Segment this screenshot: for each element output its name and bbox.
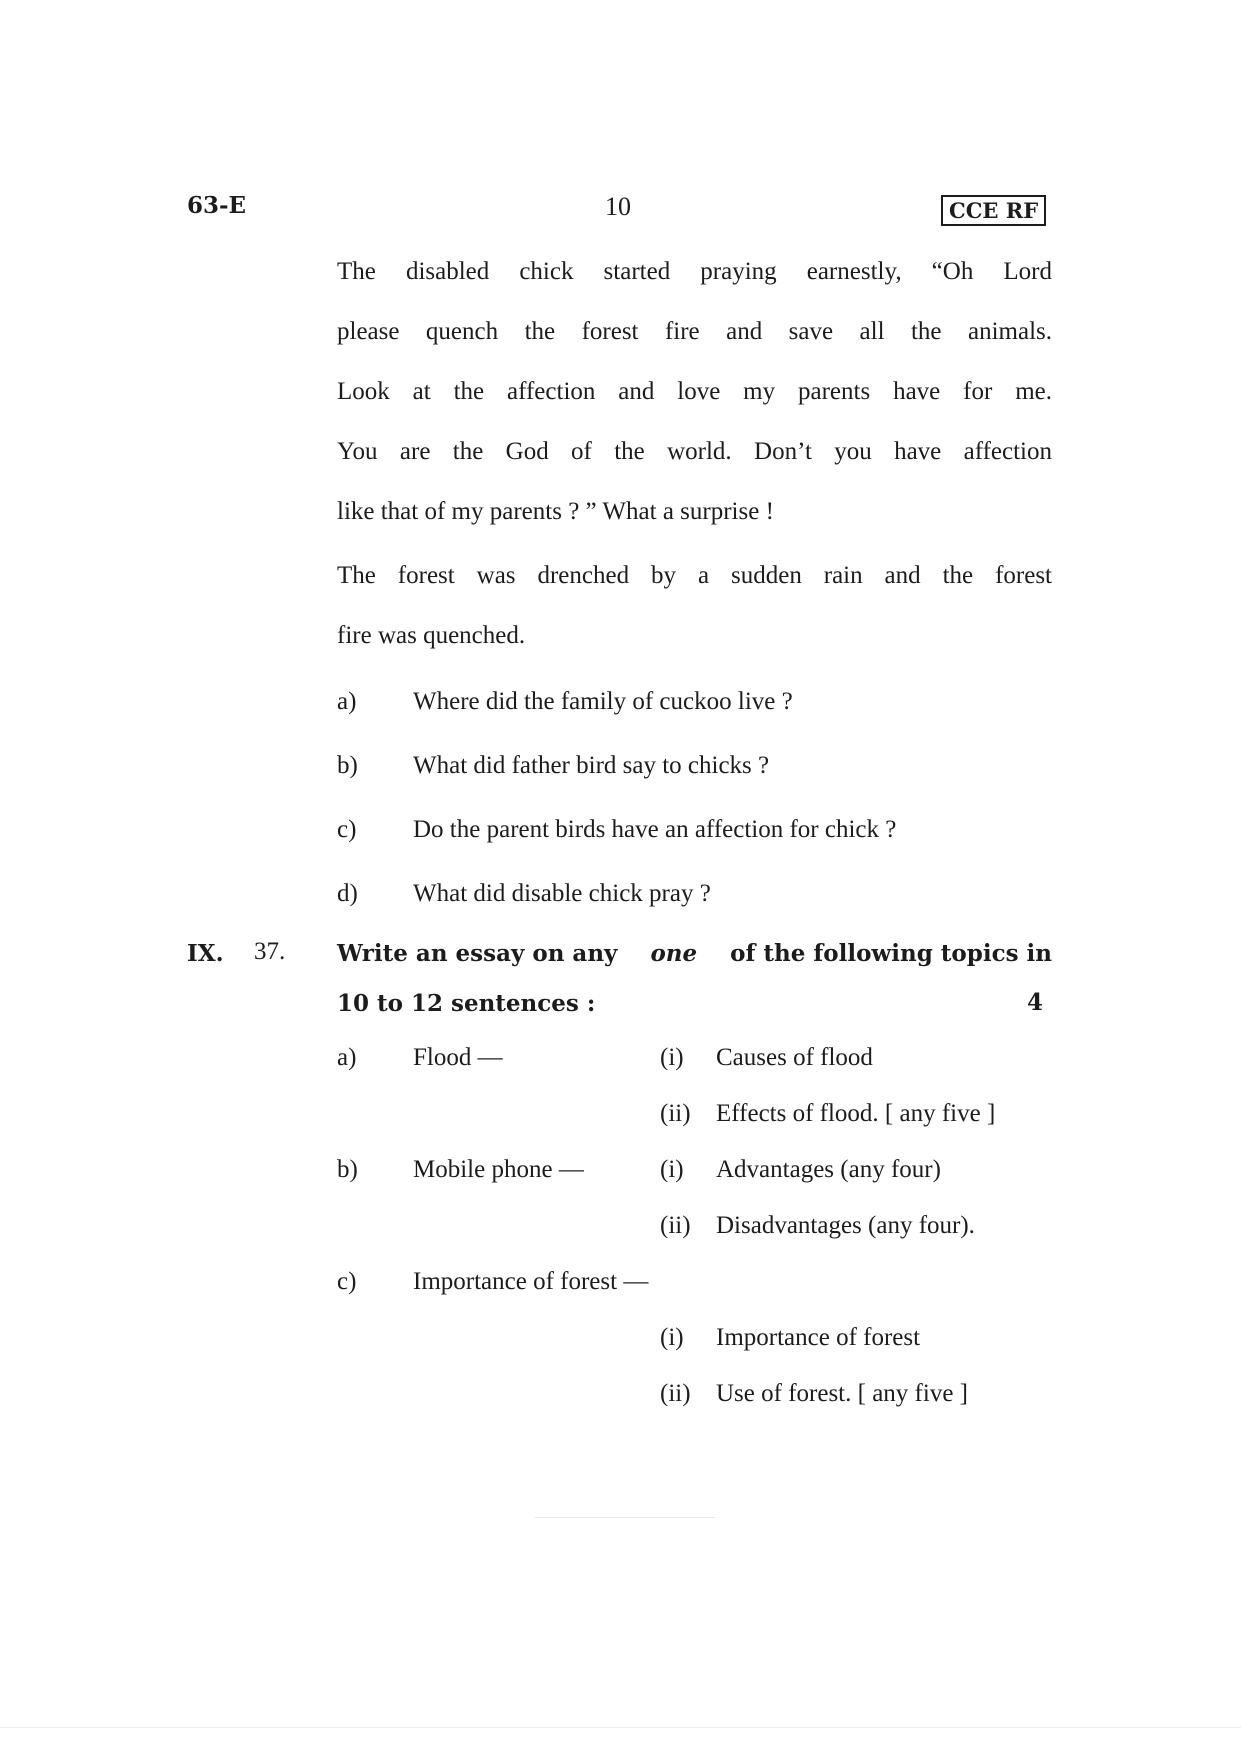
question-number: 37.	[254, 938, 286, 965]
point-number: (i)	[660, 1044, 684, 1071]
question-text: Where did the family of cuckoo live ?	[413, 688, 793, 715]
point-text: Advantages (any four)	[716, 1156, 941, 1183]
passage-line: please quench the forest fire and save all the animals.	[337, 318, 1052, 345]
point-text: Importance of forest	[716, 1324, 921, 1351]
instruction-part-1: Write an essay on any	[337, 940, 618, 967]
point-number: (ii)	[660, 1380, 691, 1407]
question-label: b)	[337, 752, 358, 779]
scan-artifact-line	[535, 1517, 715, 1518]
essay-instruction	[337, 940, 1052, 967]
question-label: d)	[337, 880, 358, 907]
instruction-line-2: 10 to 12 sentences :	[337, 990, 596, 1017]
passage-paragraph-1	[337, 258, 1052, 558]
point-number: (i)	[660, 1156, 684, 1183]
section-roman-numeral: IX.	[187, 940, 224, 967]
topic-title: Flood —	[413, 1044, 503, 1071]
topic-title: Importance of forest —	[413, 1268, 649, 1295]
point-number: (i)	[660, 1324, 684, 1351]
topic-label: b)	[337, 1156, 358, 1183]
point-text: Effects of flood. [ any five ]	[716, 1100, 996, 1127]
point-number: (ii)	[660, 1100, 691, 1127]
marks: 4	[1027, 989, 1044, 1016]
passage-line: The disabled chick started praying earnestly, “Oh Lord	[337, 258, 1052, 285]
instruction-part-2: of the following topics in	[730, 940, 1052, 967]
point-text: Use of forest. [ any five ]	[716, 1380, 968, 1407]
passage-line: fire was quenched.	[337, 622, 526, 649]
question-label: c)	[337, 816, 357, 843]
question-label: a)	[337, 688, 357, 715]
passage-paragraph-2	[337, 562, 1052, 682]
passage-line: like that of my parents ? ” What a surprise !	[337, 498, 774, 525]
topic-title: Mobile phone —	[413, 1156, 584, 1183]
point-text: Disadvantages (any four).	[716, 1212, 975, 1239]
topic-label: c)	[337, 1268, 357, 1295]
cce-rf-badge: CCE RF	[941, 195, 1046, 226]
question-text: What did disable chick pray ?	[413, 880, 711, 907]
paper-code: 63-E	[187, 192, 247, 219]
page-bottom-edge	[0, 1727, 1241, 1728]
page-number: 10	[605, 192, 631, 221]
point-number: (ii)	[660, 1212, 691, 1239]
question-text: What did father bird say to chicks ?	[413, 752, 770, 779]
passage-line: The forest was drenched by a sudden rain and the forest	[337, 562, 1052, 589]
passage-line: You are the God of the world. Don’t you have affection	[337, 438, 1052, 465]
point-text: Causes of flood	[716, 1044, 873, 1071]
instruction-emphasis: one	[650, 940, 698, 967]
topic-label: a)	[337, 1044, 357, 1071]
question-text: Do the parent birds have an affection for chick ?	[413, 816, 897, 843]
passage-line: Look at the affection and love my parents have for me.	[337, 378, 1052, 405]
